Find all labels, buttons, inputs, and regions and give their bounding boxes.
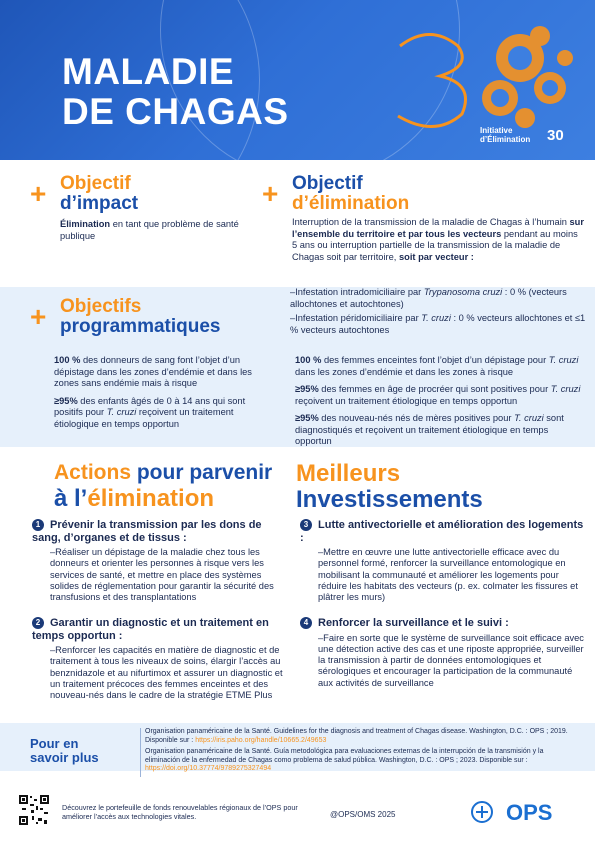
plus-icon: + [30,178,47,209]
prog-right-1-i: T. cruzi [548,355,579,365]
action-4-title [300,617,585,630]
impact-text-bold: Élimination [60,219,111,229]
action-4-body: –Faire en sorte que le système de surveillance soit efficace avec une détection active des cas et une riposte appropriée, surveiller la transmission à partir de données entomologiques et sérologiques et encourager la participation de la communauté aux activités de surveillance [318,632,584,688]
prog-right-2-b: ≥95% [295,384,319,394]
prog-right-3 [295,413,585,448]
prog-right-1-a: des femmes enceintes font l’objet d’un dépistage pour [321,355,549,365]
prog-right-3-i: T. cruzi [514,413,544,423]
reference-1 [145,728,580,745]
plus-icon: + [30,301,47,332]
references-title-2: savoir plus [30,750,99,765]
impact-title-line-2: d’impact [60,193,139,214]
action-item-4 [300,617,585,689]
references-title-1: Pour en [30,736,79,751]
prog-right-1-b: 100 % [295,355,322,365]
action-item-1 [32,519,287,603]
action-item-2 [32,617,287,701]
elimination-title [292,174,409,214]
elim-bullet-1 [290,287,586,310]
programmatic-left [54,355,276,430]
reference-2-text: Organisation panaméricaine de la Santé. Guía metodológica para evaluaciones externas de la interrupción de la transmisión y la eliminación de la enfermedad de Chagas como problema de salud pública. Washington, D.C. : OPS ; 2023. Disponible sur : [145,748,544,764]
plus-icon: + [262,178,279,209]
references-title [30,737,99,765]
initiative-line-2: d’Élimination [480,135,531,144]
impact-text-rest: en tant que problème de santé publique [60,219,239,241]
impact-text [60,219,240,242]
title-line-1: MALADIE [62,51,235,92]
actions-title-line-2 [54,485,272,513]
investments-title-a: Meilleurs [296,460,401,487]
action-3-body: –Mettre en œuvre une lutte antivectorielle efficace avec du personnel formé, renforcer la surveillance entomologique en mobilisant la communauté et améliorer les logements pour réduire les habitats des vecteurs (p. ex. colmater les fissures et plâtrer les murs) [318,547,578,603]
elim-bullet-1-b: : 0 % (vecteurs allochtones et autochtones) [290,287,567,309]
investments-title-b: Investissements [296,486,483,513]
number-badge-icon: 4 [300,617,312,629]
action-4-title-text: Renforcer la surveillance et le suivi : [318,617,509,629]
prog-right-3-b: ≥95% [295,413,319,423]
prog-left-2 [54,396,276,431]
prog-right-1 [295,355,585,378]
action-3-title [300,519,585,544]
elim-bullet-1-a: –Infestation intradomiciliaire par [290,287,424,297]
number-badge-icon: 2 [32,617,44,629]
page-title [62,52,289,132]
actions-title-a: Actions [54,461,132,484]
qr-code-icon[interactable] [18,794,50,826]
actions-title-c: à l’ [54,485,88,512]
elimination-title-line-2: d’élimination [292,193,410,214]
elim-bullet-2 [290,313,586,336]
elimination-text [292,217,584,263]
reference-2-link[interactable]: https://doi.org/10.37774/9789275327494 [145,765,272,772]
elim-text-a: Interruption de la transmission de la maladie de Chagas à l’humain [292,217,570,227]
reference-1-text: Organisation panaméricaine de la Santé. Guidelines for the diagnosis and treatment of Chagas disease. Washington, D.C. : OPS ; 2019. Disponible sur : [145,728,568,744]
elim-text-c: pendant au moins 5 ans ou interruption partielle de la transmission de la maladie de Chagas soit par territoire, [292,228,578,262]
investments-title [296,461,483,513]
action-3-title-text: Lutte antivectorielle et amélioration des logements : [300,519,584,544]
impact-title-line-1: Objectif [60,173,131,194]
elimination-title-line-1: Objectif [292,173,363,194]
initiative-30-graphic [380,18,580,138]
ops-logo: OPS [506,800,553,825]
elim-text-b: sur l’ensemble du territoire et par tous les vecteurs [292,217,584,239]
action-1-title-text: Prévenir la transmission par les dons de sang, d’organes et de tissus : [32,519,262,544]
prog-right-3-c: sont diagnostiqués et reçoivent un traitement étiologique en temps opportun [295,413,564,446]
paho-emblem-icon [470,800,500,824]
actions-title-b: pour parvenir [131,461,273,484]
impact-title [60,174,138,214]
prog-right-2-i: T. cruzi [550,384,581,394]
prog-title-line-1: Objectifs [60,296,142,317]
action-1-title [32,519,287,544]
action-1-body: –Réaliser un dépistage de la maladie chez tous les donneurs et orienter les personnes à risque vers les services de santé, et mettre en place des systèmes solides de réglementation pour garantir la sécurité des transfusions et des transplantations [50,547,274,603]
elim-bullet-2-a: –Infestation péridomiciliaire par [290,313,422,323]
elimination-bullets [290,287,586,336]
prog-left-2-b: ≥95% [54,395,81,406]
prog-left-2-a: des enfants âgés de 0 à 14 ans qui sont positifs pour [54,395,246,417]
actions-title-d: élimination [87,485,215,512]
footer-text: Découvrez le portefeuille de fonds renouvelables régionaux de l’OPS pour améliorer l’accès aux technologies vitales. [62,803,298,821]
programmatic-title [60,297,220,337]
references-list [140,728,580,777]
reference-1-link[interactable]: https://iris.paho.org/handle/10665.2/49653 [195,736,327,744]
reference-2 [145,748,580,774]
action-2-title-text: Garantir un diagnostic et un traitement en temps opportun : [32,617,269,642]
prog-right-2 [295,384,585,407]
prog-right-2-c: reçoivent un traitement étiologique en temps opportun [295,395,518,406]
prog-right-1-c: dans les zones d’endémie et dans les zones à risque [295,366,514,377]
elim-bullet-2-b: : 0 % vecteurs allochtones et ≤1 % vecteurs autochtones [290,313,586,335]
initiative-label [480,126,530,144]
elim-bullet-1-i: Trypanosoma cruzi [423,287,503,297]
initiative-30-badge: 30 [547,127,564,144]
elim-text-d: soit par vecteur : [398,251,474,262]
prog-left-2-c: reçoivent un traitement étiologique en temps opportun [54,407,234,429]
action-item-3 [300,519,585,603]
actions-title [54,461,272,513]
prog-left-2-i: T. cruzi [106,407,137,417]
number-badge-icon: 3 [300,519,312,531]
prog-left-1 [54,355,276,390]
initiative-line-1: Initiative [480,126,513,135]
actions-title-line-1 [54,461,272,485]
header-banner [0,0,595,160]
prog-left-1-b: 100 % [54,355,81,365]
action-2-body: –Renforcer les capacités en matière de diagnostic et de traitement à tous les niveaux de soins, élargir l’accès au benznidazole et au nifurtimox et assurer un diagnostic et un traitement précoces des femmes enceintes et des nouveau-nés dans le cadre de la stratégie ETME Plus [50,645,283,701]
footer-handle: @OPS/OMS 2025 [330,810,396,819]
title-line-2: DE CHAGAS [62,91,289,132]
number-badge-icon: 1 [32,519,44,531]
programmatic-right [295,355,585,448]
prog-title-line-2: programmatiques [60,316,221,337]
action-2-title [32,617,287,642]
prog-left-1-t: des donneurs de sang font l’objet d’un dépistage dans les zones d’endémie et dans les zones sans endémie mais à risque [54,355,252,388]
elim-bullet-2-i: T. cruzi [421,313,451,323]
prog-right-2-a: des femmes en âge de procréer qui sont positives pour [318,384,551,394]
prog-right-3-a: des nouveau-nés nés de mères positives pour [318,413,515,423]
